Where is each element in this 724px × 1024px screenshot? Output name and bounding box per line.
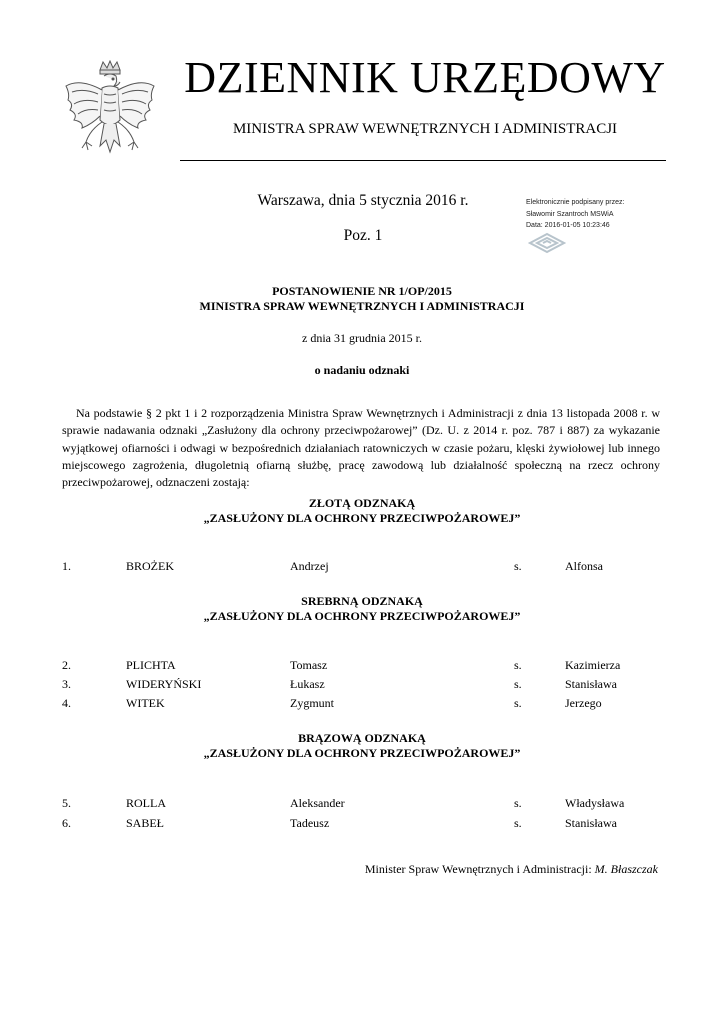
row-son-of: s. — [514, 658, 522, 672]
row-surname: BROŻEK — [126, 559, 174, 573]
journal-title: DZIENNIK URZĘDOWY — [184, 53, 666, 102]
row-surname: SABEŁ — [126, 816, 165, 830]
electronic-signature-stamp — [526, 197, 656, 232]
row-father-name: Alfonsa — [565, 559, 603, 573]
row-first-name: Aleksander — [290, 796, 345, 810]
section-heading-gold: ZŁOTĄ ODZNAKĄ — [308, 496, 416, 510]
signature-stamp-signer: Sławomir Szantroch MSWiA — [526, 210, 614, 218]
signature-stamp-date: Data: 2016-01-05 10:23:46 — [526, 222, 610, 229]
list-item — [62, 656, 662, 674]
signature-name: M. Błaszczak — [594, 862, 658, 876]
act-body — [62, 405, 660, 491]
place-date: Warszawa, dnia 5 stycznia 2016 r. — [257, 192, 469, 209]
row-number: 4. — [62, 696, 71, 710]
row-father-name: Stanisława — [565, 816, 617, 830]
row-first-name: Tadeusz — [290, 816, 330, 830]
row-surname: PLICHTA — [126, 658, 176, 672]
signature-label: Minister Spraw Wewnętrznych i Administracji: — [364, 862, 592, 876]
act-date: z dnia 31 grudnia 2015 r. — [302, 331, 422, 345]
position-number: Poz. 1 — [343, 227, 383, 244]
list-item — [62, 694, 662, 712]
section-subheading-gold: „ZASŁUŻONY DLA OCHRONY PRZECIWPOŻAROWEJ” — [203, 511, 521, 525]
row-first-name: Zygmunt — [290, 696, 334, 710]
section-heading-silver: SREBRNĄ ODZNAKĄ — [301, 594, 423, 608]
row-son-of: s. — [514, 559, 522, 573]
row-number: 2. — [62, 658, 71, 672]
row-father-name: Stanisława — [565, 677, 617, 691]
list-item — [62, 675, 662, 693]
row-father-name: Jerzego — [565, 696, 602, 710]
list-item — [62, 814, 662, 832]
act-title: POSTANOWIENIE NR 1/OP/2015 — [272, 284, 452, 298]
row-surname: WITEK — [126, 696, 165, 710]
act-body-paragraph: Na podstawie § 2 pkt 1 i 2 rozporządzenia Ministra Spraw Wewnętrznych i Administracji z dnia 13 listopada 2008 r. w sprawie nadawania odznaki „Zasłużony dla ochrony przeciwpożarowej” (Dz. U. z 2014 r. poz. 787 i 887) za wykazanie wyjątkowej ofiarności i odwagi w bezpośrednich działaniach ratowniczych w czasie pożaru, klęski żywiołowej lub innego miejscowego zagrożenia, długoletnią ofiarną służbę, pracę zawodową lub działalność społeczną na rzecz ochrony przeciwpożarowej, odznaczeni zostają: — [62, 406, 660, 490]
section-subheading-bronze: „ZASŁUŻONY DLA OCHRONY PRZECIWPOŻAROWEJ” — [203, 746, 521, 760]
row-father-name: Kazimierza — [565, 658, 621, 672]
row-number: 5. — [62, 796, 71, 810]
list-item — [62, 557, 662, 575]
row-number: 3. — [62, 677, 71, 691]
row-surname: ROLLA — [126, 796, 166, 810]
row-surname: WIDERYŃSKI — [126, 677, 202, 691]
row-son-of: s. — [514, 696, 522, 710]
section-heading-bronze: BRĄZOWĄ ODZNAKĄ — [298, 731, 426, 745]
row-first-name: Tomasz — [290, 658, 328, 672]
row-first-name: Andrzej — [290, 559, 329, 573]
polish-eagle-emblem-icon — [60, 60, 160, 166]
row-son-of: s. — [514, 816, 522, 830]
act-issuer: MINISTRA SPRAW WEWNĘTRZNYCH I ADMINISTRACJI — [199, 299, 525, 313]
row-number: 1. — [62, 559, 71, 573]
journal-subtitle: MINISTRA SPRAW WEWNĘTRZNYCH I ADMINISTRACJI — [232, 121, 618, 137]
minister-signature — [200, 861, 658, 877]
row-first-name: Łukasz — [290, 677, 325, 691]
signature-stamp-line: Elektronicznie podpisany przez: — [526, 199, 625, 206]
list-item — [62, 794, 662, 812]
signature-verification-icon — [528, 232, 566, 254]
row-son-of: s. — [514, 796, 522, 810]
row-father-name: Władysława — [565, 796, 625, 810]
section-subheading-silver: „ZASŁUŻONY DLA OCHRONY PRZECIWPOŻAROWEJ” — [203, 609, 521, 623]
row-number: 6. — [62, 816, 71, 830]
masthead-divider — [180, 160, 666, 161]
row-son-of: s. — [514, 677, 522, 691]
act-subject: o nadaniu odznaki — [314, 363, 410, 377]
